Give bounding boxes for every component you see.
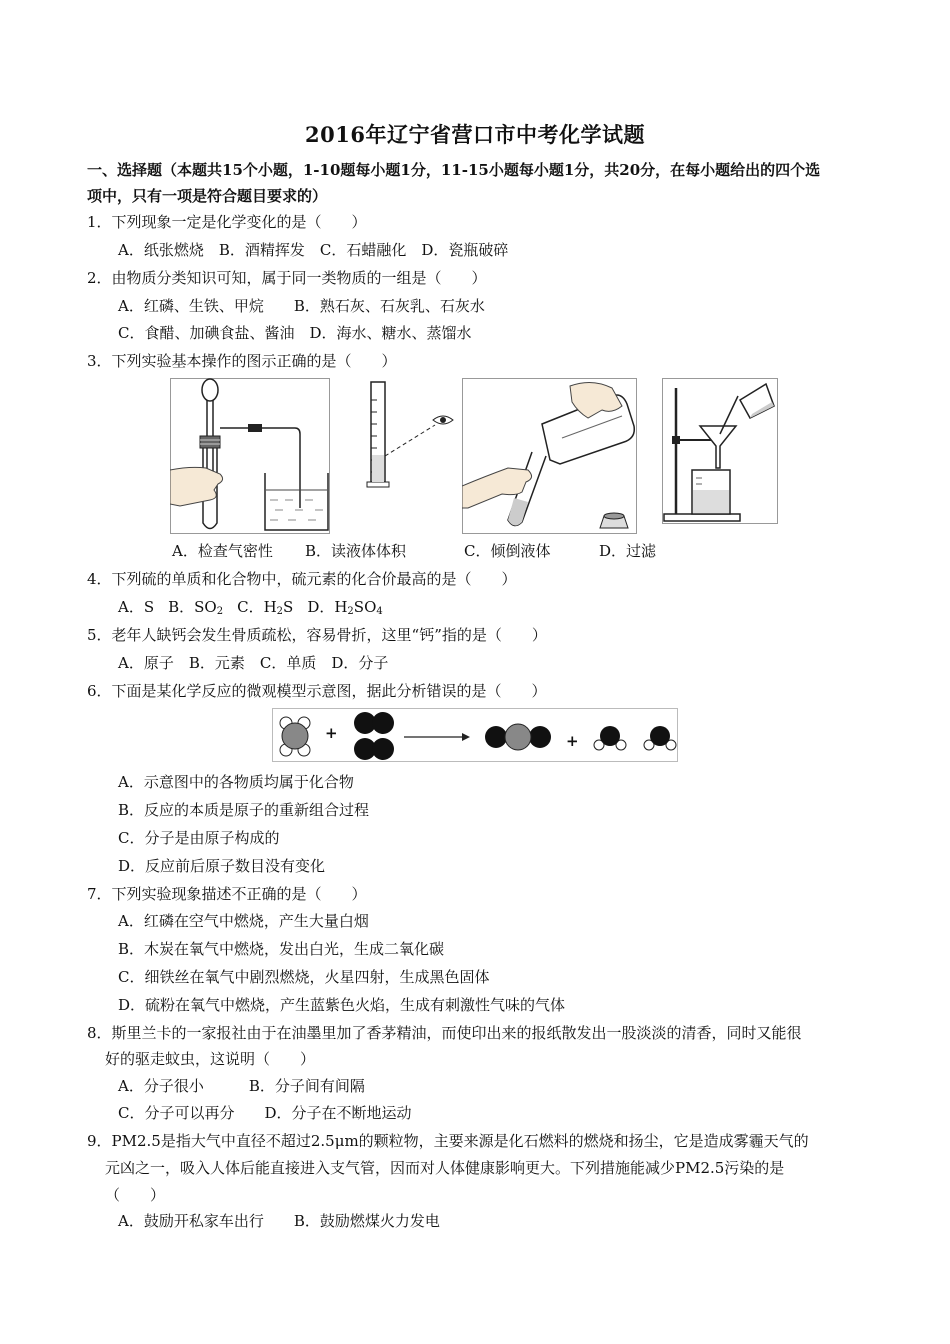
q3-stem: 3．下列实验基本操作的图示正确的是（ ） [87,352,397,370]
q5-options: A．原子 B．元素 C．单质 D．分子 [118,654,389,672]
q6-stem: 6．下面是某化学反应的微观模型示意图，据此分析错误的是（ ） [87,682,547,700]
q7-option-c: C．细铁丝在氧气中剧烈燃烧，火星四射，生成黑色固体 [118,968,490,986]
reaction-plus-2: + [566,732,579,750]
q9-stem-line3: （ ） [105,1186,166,1204]
q4-option-b-sub: 2 [216,606,224,617]
q8-options-row1: A．分子很小 B．分子间有间隔 [118,1077,365,1095]
q3-option-a-label: A．检查气密性 [172,542,273,560]
q9-options-row1: A．鼓励开私家车出行 B．鼓励燃煤火力发电 [118,1212,440,1230]
q4-option-c [237,598,293,616]
q7-stem: 7．下列实验现象描述不正确的是（ ） [87,885,367,903]
q4-option-d [307,598,382,616]
q9-stem-line1: 9．PM2.5是指大气中直径不超过2.5μm的颗粒物，主要来源是化石燃料的燃烧和扬尘，它是造成雾霾天气的 [87,1132,809,1150]
q8-stem-line2: 好的驱走蚊虫，这说明（ ） [105,1050,316,1068]
q5-stem: 5．老年人缺钙会发生骨质疏松，容易骨折，这里“钙”指的是（ ） [87,626,547,644]
q3-option-c-label: C．倾倒液体 [464,542,551,560]
section-header-line2: 项中，只有一项是符合题目要求的） [87,187,328,205]
q4-option-b-text: B．SO [168,598,217,616]
figure-c-pouring-liquid [462,378,637,534]
q6-option-d: D．反应前后原子数目没有变化 [118,857,326,875]
page-title: 2016年辽宁省营口市中考化学试题 [305,122,645,147]
q4-option-b [168,598,223,616]
q4-option-d-sub1: 2 [347,606,354,617]
q2-options-row2: C．食醋、加碘食盐、酱油 D．海水、糖水、蒸馏水 [118,324,472,342]
q4-options [118,597,383,622]
q7-option-d: D．硫粉在氧气中燃烧，产生蓝紫色火焰，生成有刺激性气味的气体 [118,996,566,1014]
q9-stem-line2: 元凶之一，吸入人体后能直接进入支气管，因而对人体健康影响更大。下列措施能减少PM2.5污染的是 [105,1159,785,1177]
q1-options: A．纸张燃烧 B．酒精挥发 C．石蜡融化 D．瓷瓶破碎 [118,241,509,259]
q7-option-b: B．木炭在氧气中燃烧，发出白光，生成二氧化碳 [118,940,445,958]
q6-option-b: B．反应的本质是原子的重新组合过程 [118,801,370,819]
figure-d-filtration [662,378,778,524]
q8-stem-line1: 8．斯里兰卡的一家报社由于在油墨里加了香茅精油，而使印出来的报纸散发出一股淡淡的清香，同时又能很 [87,1024,802,1042]
reaction-plus-1: + [325,724,338,742]
figure-reaction-model [272,708,678,762]
q4-option-c-suffix: S [283,598,294,616]
q8-options-row2: C．分子可以再分 D．分子在不断地运动 [118,1104,412,1122]
q3-option-b-label: B．读液体体积 [305,542,407,560]
q4-option-a: A．S [118,598,155,616]
q4-option-d-text: D．H [307,598,348,616]
q6-option-c: C．分子是由原子构成的 [118,829,280,847]
q4-option-c-sub: 2 [276,606,284,617]
q7-option-a: A．红磷在空气中燃烧，产生大量白烟 [118,912,369,930]
q3-option-d-label: D．过滤 [599,542,657,560]
q1-stem: 1．下列现象一定是化学变化的是（ ） [87,213,367,231]
q2-stem: 2．由物质分类知识可知，属于同一类物质的一组是（ ） [87,269,487,287]
q6-option-a: A．示意图中的各物质均属于化合物 [118,773,354,791]
q4-stem: 4．下列硫的单质和化合物中，硫元素的化合价最高的是（ ） [87,570,517,588]
figure-b-read-volume [365,380,460,490]
figure-a-airtightness-check [170,378,330,534]
q4-option-d-mid: SO [353,598,377,616]
q4-option-c-text: C．H [237,598,277,616]
q2-options-row1: A．红磷、生铁、甲烷 B．熟石灰、石灰乳、石灰水 [118,297,485,315]
section-header-line1: 一、选择题（本题共15个小题，1-10题每小题1分，11-15小题每小题1分，共20分，在每小题给出的四个选 [87,161,821,179]
q4-option-d-sub2: 4 [376,606,383,617]
